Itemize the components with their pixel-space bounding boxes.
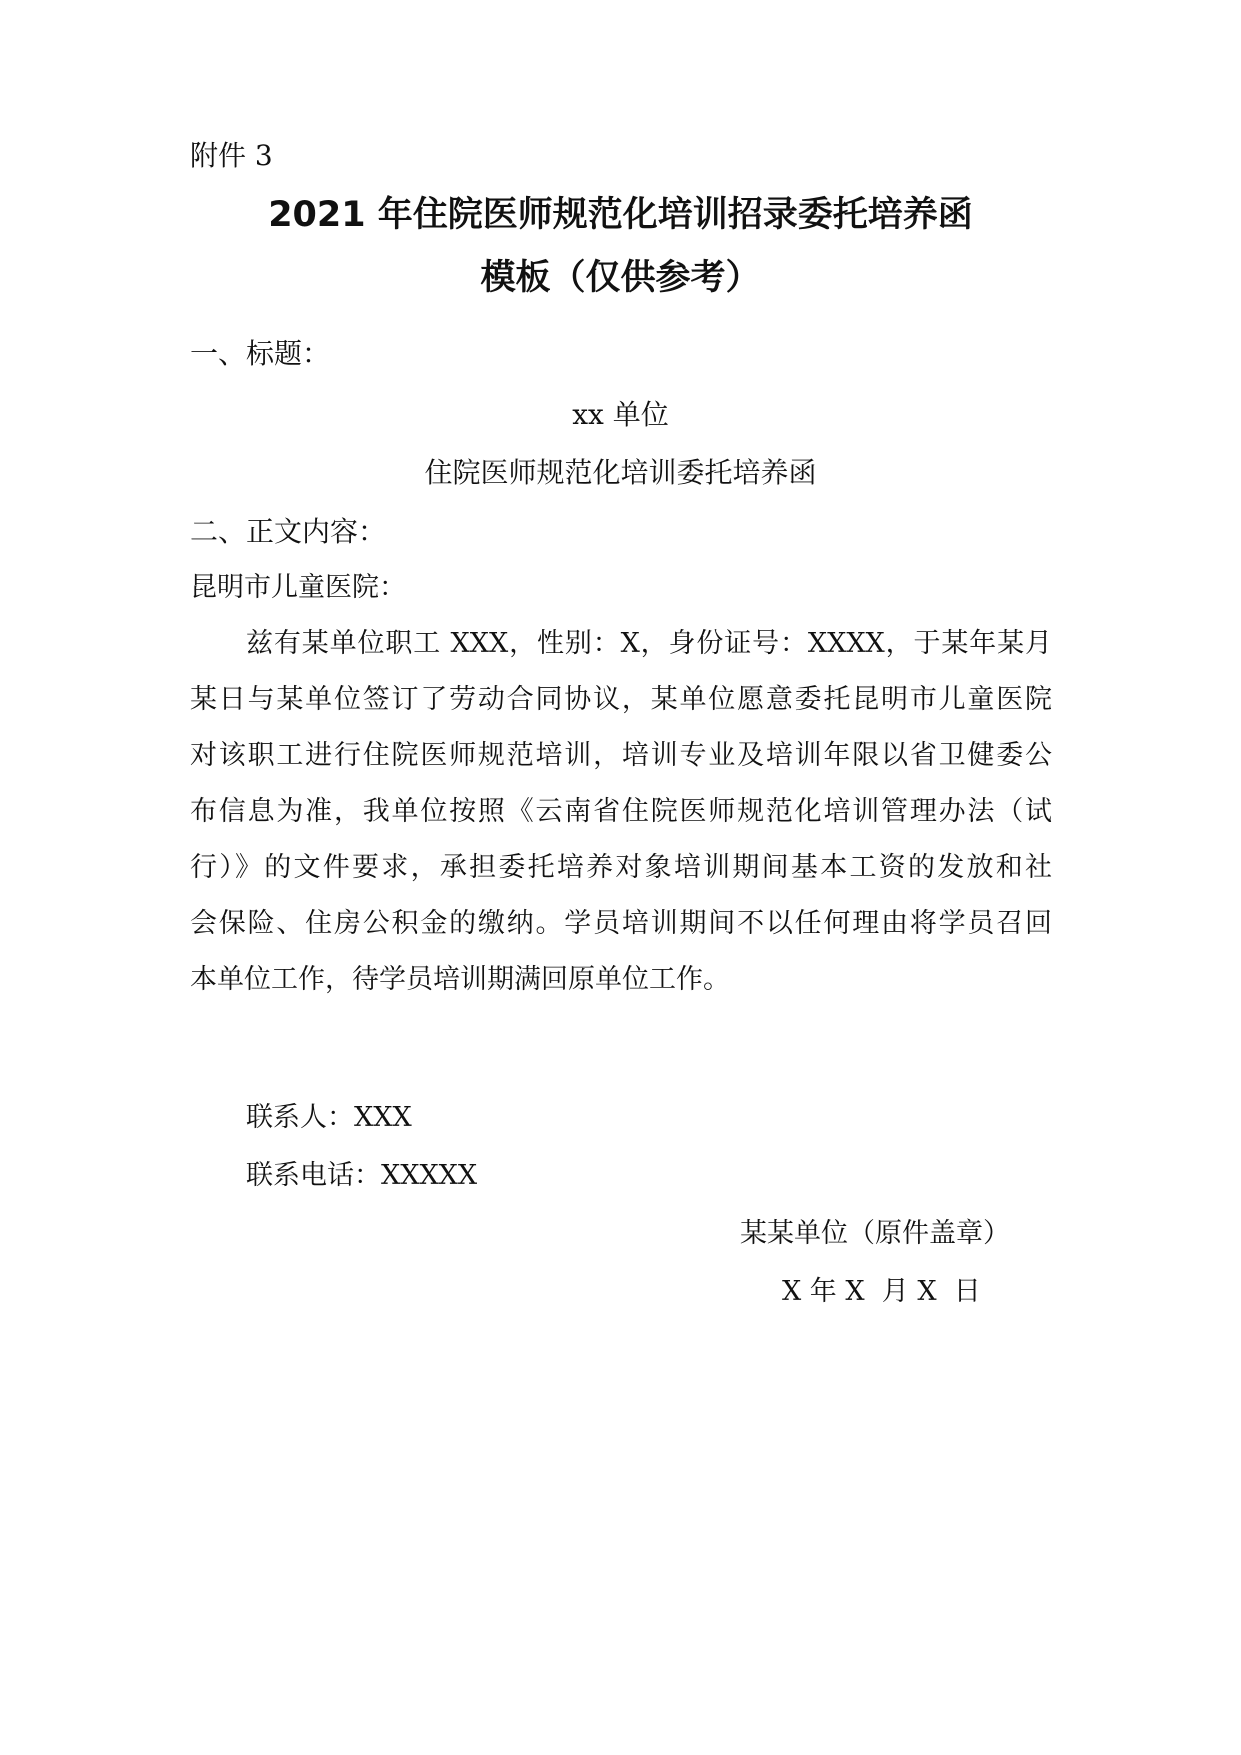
body-paragraph — [190, 616, 1052, 1008]
contact-phone: 联系电话：XXXXX — [246, 1160, 478, 1191]
attachment-label: 附件 3 — [190, 139, 273, 172]
body-line: 会保险、住房公积金的缴纳。学员培训期间不以任何理由将学员召回 — [190, 908, 1052, 939]
section1-heading: 一、标题： — [190, 337, 331, 370]
body-line: 行）》的文件要求，承担委托培养对象培训期间基本工资的发放和社 — [190, 852, 1052, 883]
body-line: 某日与某单位签订了劳动合同协议，某单位愿意委托昆明市儿童医院 — [190, 684, 1052, 715]
addressee: 昆明市儿童医院： — [190, 572, 406, 603]
letter-title: 住院医师规范化培训委托培养函 — [424, 456, 817, 489]
unit-name: xx 单位 — [572, 398, 669, 431]
section2-heading: 二、正文内容： — [190, 515, 387, 548]
document-title-line1: 2021 年住院医师规范化培训招录委托培养函 — [268, 195, 973, 235]
body-line: 对该职工进行住院医师规范培训，培训专业及培训年限以省卫健委公 — [190, 740, 1052, 771]
body-line: 布信息为准，我单位按照《云南省住院医师规范化培训管理办法（试 — [190, 796, 1052, 827]
body-line: 兹有某单位职工 XXX，性别：X，身份证号：XXXX，于某年某月 — [246, 628, 1052, 659]
signature-unit: 某某单位（原件盖章） — [740, 1218, 1010, 1249]
document-title-line2: 模板（仅供参考） — [480, 258, 761, 298]
signature-date: X 年 X 月 X 日 — [782, 1276, 981, 1307]
contact-person: 联系人：XXX — [246, 1102, 412, 1133]
body-line: 本单位工作，待学员培训期满回原单位工作。 — [190, 964, 730, 995]
